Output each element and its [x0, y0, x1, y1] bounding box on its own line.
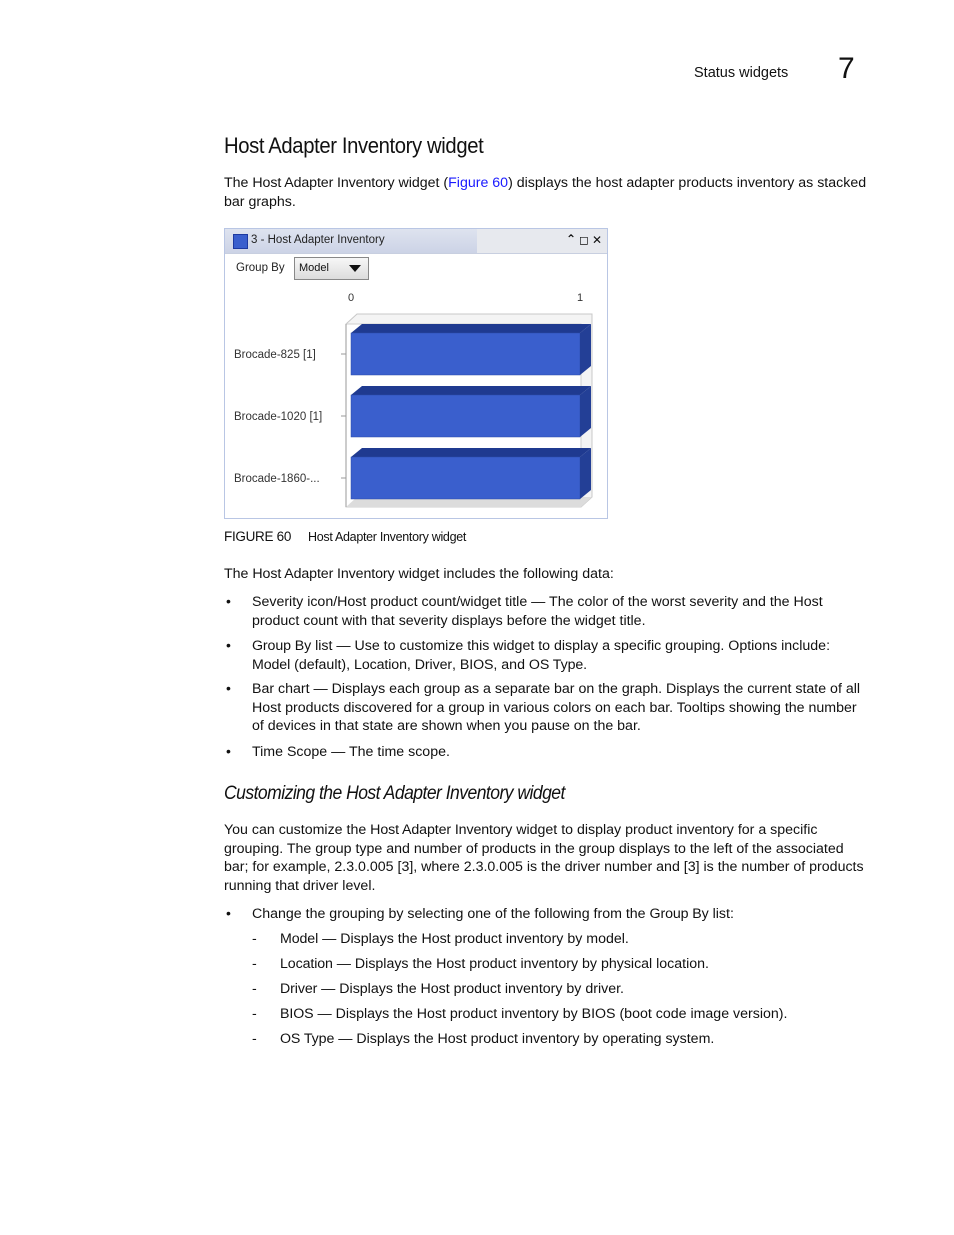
- x-tick-label: 1: [576, 292, 584, 304]
- x-tick-label: 0: [347, 292, 355, 304]
- bullet-marker: •: [226, 593, 231, 609]
- category-label: Brocade-825 [1]: [234, 349, 316, 361]
- bar-side: [580, 324, 591, 375]
- list-item: - OS Type — Displays the Host product inventory by operating system.: [252, 1031, 715, 1047]
- page-title: Host Adapter Inventory widget: [224, 133, 484, 158]
- category-label: Brocade-1020 [1]: [234, 411, 323, 423]
- bar: [351, 457, 580, 499]
- list-item: - Location — Displays the Host product inventory by physical location.: [252, 956, 709, 972]
- figure-number: FIGURE 60: [224, 529, 292, 544]
- host-adapter-inventory-widget: [224, 228, 608, 519]
- dash-marker: -: [252, 1031, 257, 1047]
- bullet-marker: •: [226, 680, 231, 696]
- bullet-marker: •: [226, 637, 231, 653]
- running-header-section: Status widgets: [694, 65, 789, 81]
- list-item: • Group By list — Use to customize this widget to display a specific grouping. Options include: Model (default), Location, Driver, BIOS, and OS Type.: [226, 637, 831, 673]
- bar-top: [351, 324, 591, 333]
- bar-top: [351, 386, 591, 395]
- bar: [351, 333, 580, 375]
- bullet-marker: •: [226, 743, 231, 759]
- list-item: • Bar chart — Displays each group as a separate bar on the graph. Displays the current state of all Host products discovered for a group in various colors on each bar. Tooltips showing the number of devices in that state are shown when you pause on the bar.: [226, 680, 861, 735]
- group-by-selected-value: Model: [299, 262, 329, 274]
- list-item: - Model — Displays the Host product inventory by model.: [252, 931, 629, 947]
- figure-link[interactable]: Figure 60: [448, 175, 509, 191]
- bar: [351, 395, 580, 437]
- dash-marker: -: [252, 981, 257, 997]
- dash-marker: -: [252, 1006, 257, 1022]
- data-intro-paragraph: The Host Adapter Inventory widget includes the following data:: [224, 566, 614, 582]
- collapse-icon[interactable]: ⌃: [566, 232, 577, 246]
- bar-side: [580, 448, 591, 499]
- list-item: • Severity icon/Host product count/widget title — The color of the worst severity and the Host product count with that severity displays before the widget title.: [226, 593, 823, 629]
- figure-caption: Host Adapter Inventory widget: [308, 530, 467, 544]
- bar-side: [580, 386, 591, 437]
- list-item: • Time Scope — The time scope.: [226, 743, 450, 760]
- chapter-number: 7: [838, 52, 855, 85]
- list-item: - BIOS — Displays the Host product inventory by BIOS (boot code image version).: [252, 1006, 788, 1022]
- dash-marker: -: [252, 931, 257, 947]
- group-by-label: Group By: [236, 262, 285, 274]
- list-item: - Driver — Displays the Host product inventory by driver.: [252, 981, 624, 997]
- restore-icon[interactable]: ◻: [579, 233, 589, 247]
- widget-title: 3 - Host Adapter Inventory: [251, 234, 385, 246]
- close-icon[interactable]: ✕: [592, 233, 603, 247]
- section-subtitle: Customizing the Host Adapter Inventory widget: [224, 782, 565, 804]
- dash-marker: -: [252, 956, 257, 972]
- intro-paragraph: The Host Adapter Inventory widget (Figure 60) displays the host adapter products inventory as stacked bar graphs.: [224, 175, 867, 210]
- bullet-marker: •: [226, 905, 231, 921]
- category-label: Brocade-1860-...: [234, 473, 320, 485]
- inventory-bar-chart: [225, 229, 607, 518]
- customize-paragraph: You can customize the Host Adapter Inventory widget to display product inventory for a specific grouping. The group type and number of products in the group displays to the left of the associated bar; for example, 2.3.0.005 [3], where 2.3.0.005 is the driver number and [3] is the number of products running that driver level.: [224, 822, 864, 895]
- bar-top: [351, 448, 591, 457]
- list-item: • Change the grouping by selecting one of the following from the Group By list:: [226, 905, 734, 922]
